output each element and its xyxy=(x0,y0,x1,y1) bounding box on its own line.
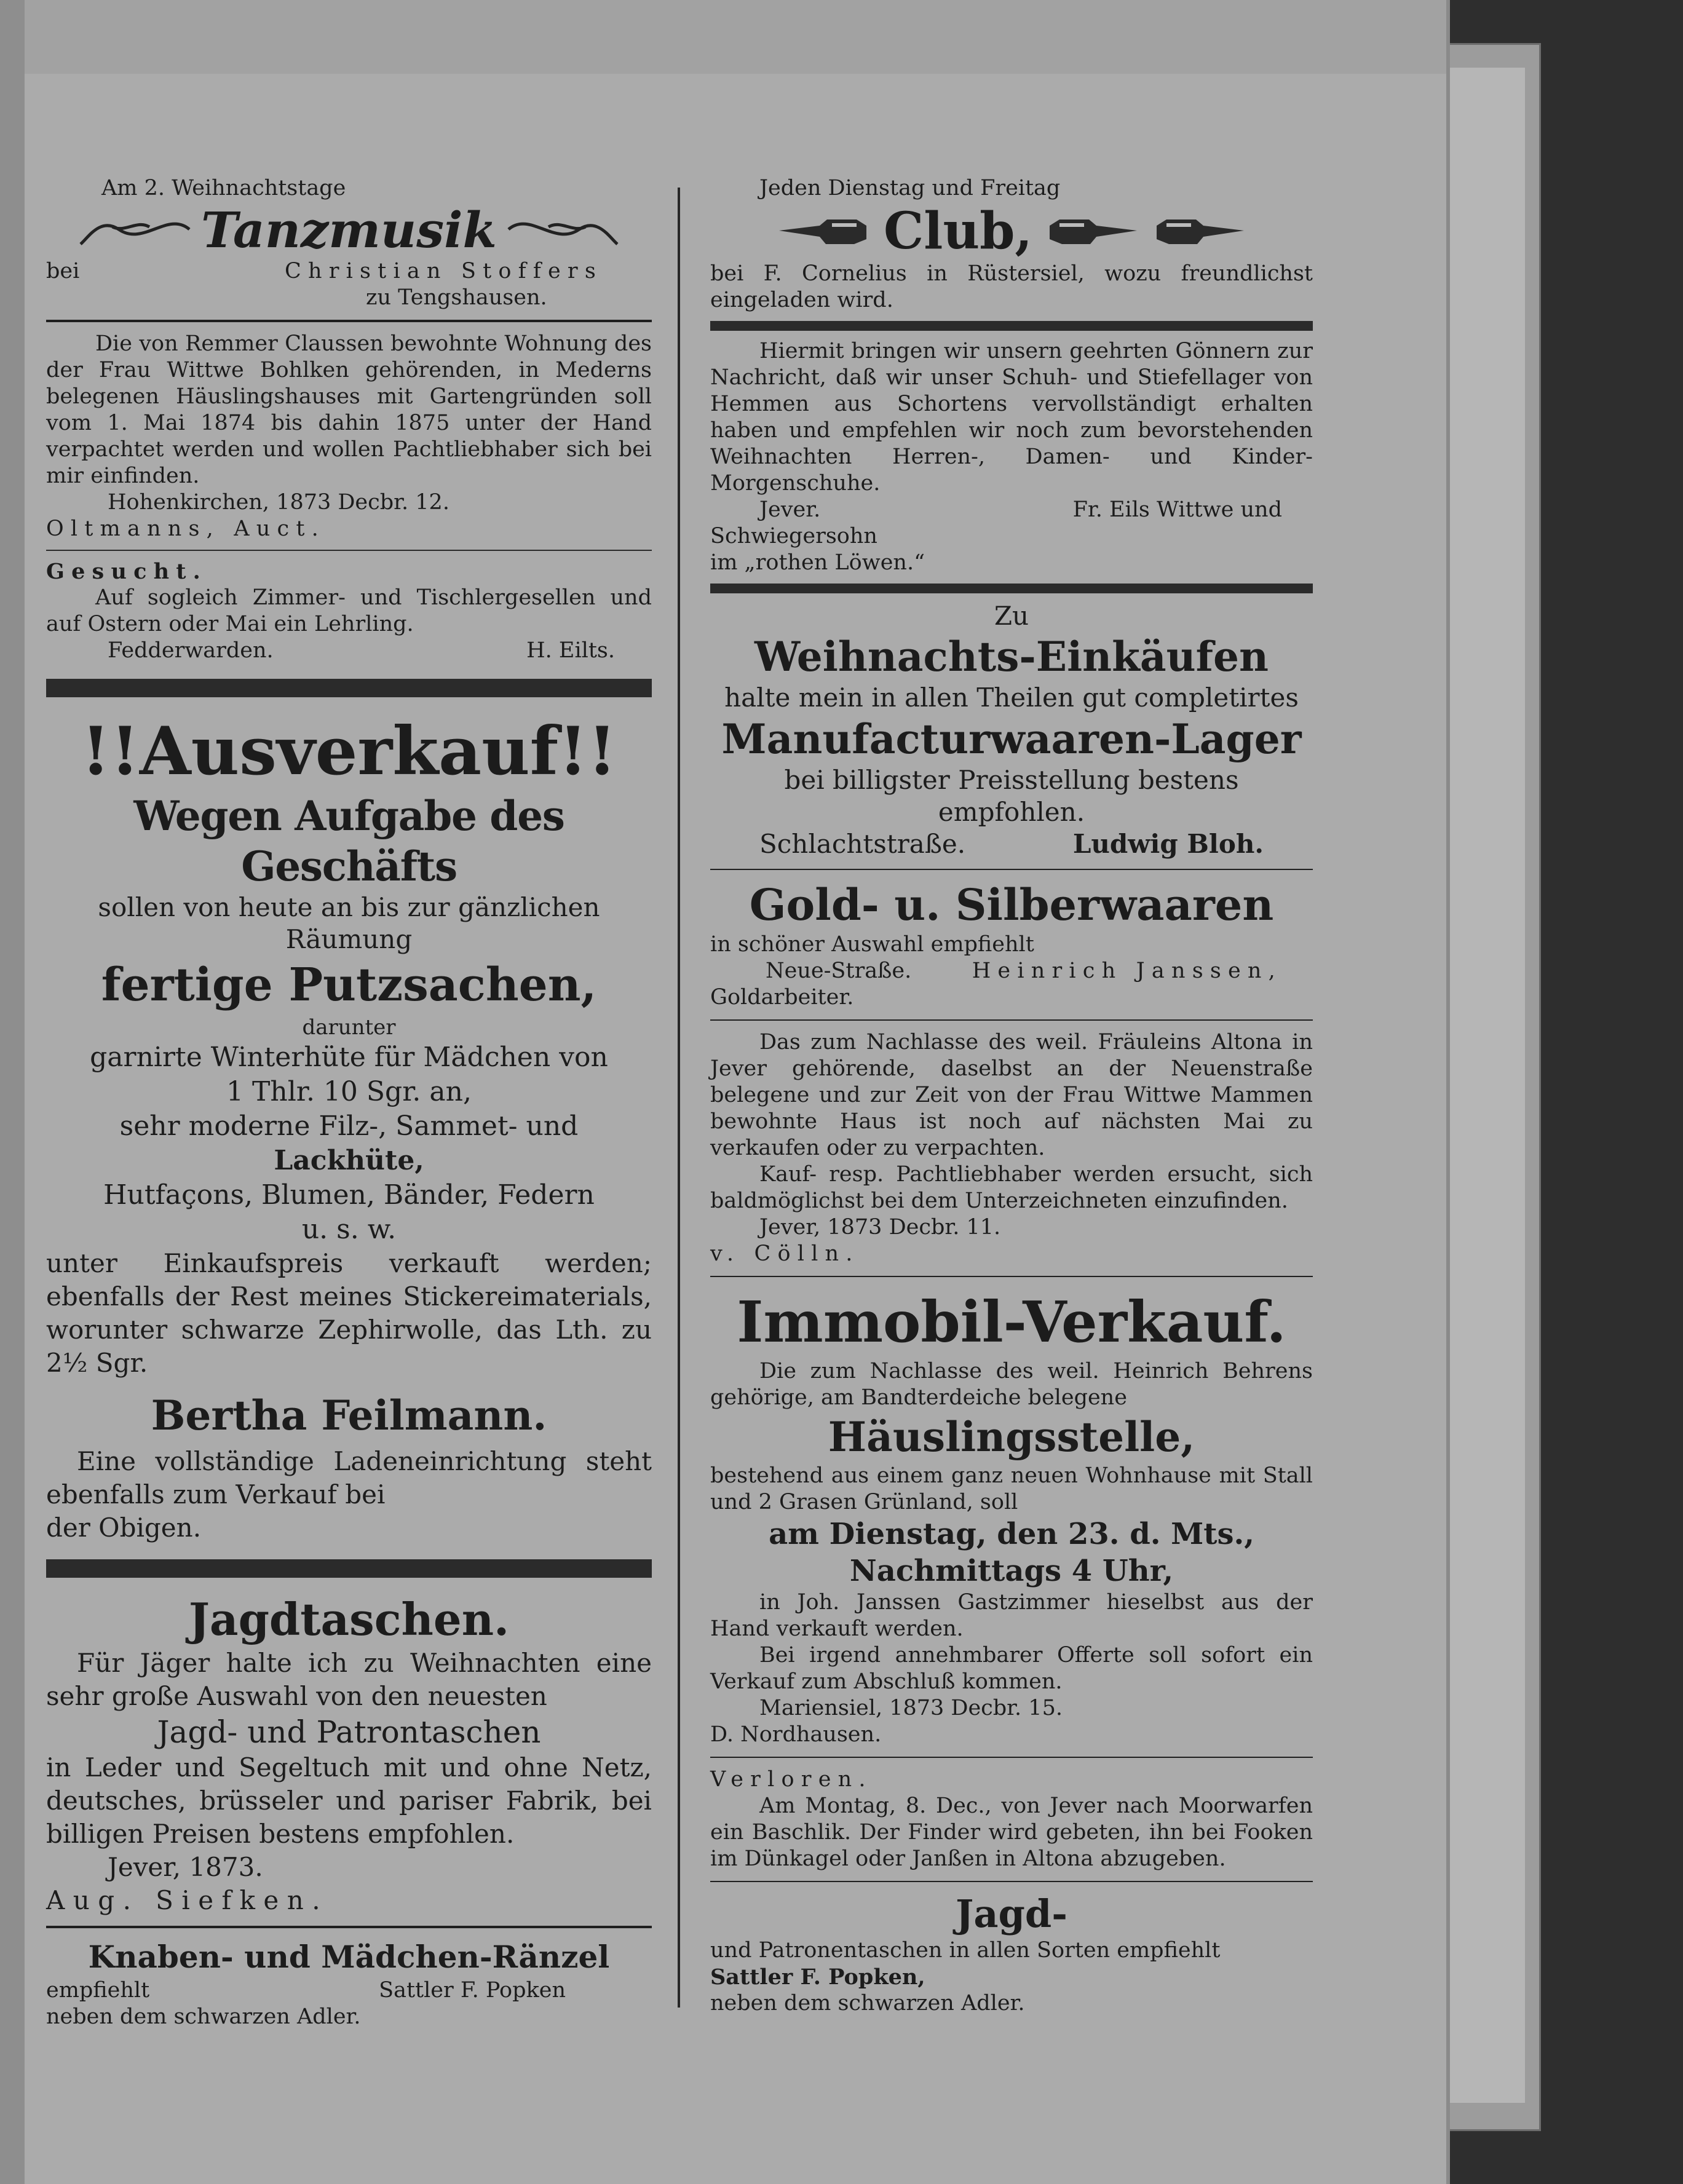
ausverkauf-l5: 1 Thlr. 10 Sgr. an, xyxy=(226,1076,472,1107)
heavy-rule xyxy=(710,584,1313,593)
tanz-date: Am 2. Weihnachtstage xyxy=(101,176,346,200)
immo-l2: bestehend aus einem ganz neuen Wohnhause mit Stall und 2 Grasen Grünland, soll xyxy=(710,1463,1313,1514)
ad-ranzel xyxy=(46,1937,652,2030)
jagd-l1: Für Jäger halte ich zu Weihnachten eine sehr große Auswahl von den neuesten xyxy=(46,1648,652,1711)
gesucht-sign-row xyxy=(46,638,652,664)
ausverkauf-name: Bertha Feilmann. xyxy=(151,1391,547,1439)
tanz-title: Tanzmusik xyxy=(201,201,497,259)
ad-verloren xyxy=(710,1767,1313,1872)
jagd2-title: Jagd- xyxy=(956,1891,1067,1936)
ad-schuhlager xyxy=(710,338,1313,576)
schuh-text: Hiermit bringen wir unsern geehrten Gönnern zur Nachricht, daß wir unser Schuh- und Stiefellager von Hemmen aus Schortens vervollständigt erhalten haben und empfehlen wir noch zum bevorstehenden Weihnachten Herren-, Damen- und Kinder-Morgenschuhe. xyxy=(710,339,1313,496)
ad-claussen xyxy=(46,331,652,542)
schuh-sign3: im „rothen Löwen.“ xyxy=(710,550,925,575)
weih-street: Schlachtstraße. xyxy=(759,829,966,859)
ausverkauf-text: unter Einkaufspreis verkauft werden; ebenfalls der Rest meines Stickereimaterials, worunter schwarze Zephirwolle, das Lth. zu 2½ Sgr. xyxy=(46,1248,652,1378)
verl-text: Am Montag, 8. Dec., von Jever nach Moorwarfen ein Baschlik. Der Finder wird gebeten, ihn bei Fooken im Dünkagel oder Janßen in Altona abzugeben. xyxy=(710,1794,1313,1871)
left-column xyxy=(46,175,652,2030)
weih-sign-row xyxy=(710,828,1313,860)
verl-title: Verloren. xyxy=(710,1767,873,1792)
tanz-host-row xyxy=(46,258,652,285)
rule xyxy=(46,320,652,322)
weih-zu: Zu xyxy=(994,601,1029,631)
ausverkauf-l9: u. s. w. xyxy=(301,1214,397,1245)
immo-sign: D. Nordhausen. xyxy=(710,1722,882,1747)
ad-jagd2 xyxy=(710,1891,1313,2017)
schuh-sign2: Schwiegersohn xyxy=(710,524,877,548)
ad-immobil xyxy=(710,1286,1313,1748)
rule xyxy=(710,869,1313,870)
ausverkauf-l8: Hutfaçons, Blumen, Bänder, Federn xyxy=(103,1179,595,1211)
ad-club xyxy=(710,175,1313,314)
ausverkauf-title: !!Ausverkauf!! xyxy=(81,713,617,790)
immo-l6: Bei irgend annehmbarer Offerte soll sofort ein Verkauf zum Abschluß kommen. xyxy=(710,1643,1313,1694)
immo-date: Mariensiel, 1873 Decbr. 15. xyxy=(759,1696,1063,1720)
immo-l1: Die zum Nachlasse des weil. Heinrich Behrens gehörige, am Bandterdeiche belegene xyxy=(710,1359,1313,1410)
gold-street: Neue-Straße. xyxy=(766,959,912,983)
gold-l1: in schöner Auswahl empfiehlt xyxy=(710,932,1034,957)
rule xyxy=(46,550,652,551)
gold-job: Goldarbeiter. xyxy=(710,985,854,1010)
ad-tanzmusik xyxy=(46,175,652,311)
club-heading xyxy=(710,202,1313,261)
ausverkauf-text2: Eine vollständige Ladeneinrichtung steht ebenfalls zum Verkauf bei xyxy=(46,1446,652,1509)
immo-title: Immobil-Verkauf. xyxy=(737,1289,1286,1355)
ausverkauf-sub: Wegen Aufgabe des Geschäfts xyxy=(133,792,564,890)
ausverkauf-l6: sehr moderne Filz-, Sammet- und xyxy=(119,1110,579,1142)
rule xyxy=(46,1926,652,1928)
weih-l2: bei billigster Preisstellung bestens empfohlen. xyxy=(784,765,1239,827)
left-flourish-icon xyxy=(76,208,192,251)
rule xyxy=(710,1019,1313,1021)
ad-weihnacht xyxy=(710,601,1313,860)
ad-gesucht xyxy=(46,558,652,664)
jagd2-l1: und Patronentaschen in allen Sorten empfiehlt xyxy=(710,1938,1221,1963)
pointing-hand-right-icon xyxy=(1047,215,1139,248)
tanz-name: Christian Stoffers xyxy=(284,259,603,283)
knaben-name: Sattler F. Popken xyxy=(379,1978,566,2003)
heavy-rule xyxy=(710,321,1313,331)
club-title: Club, xyxy=(884,202,1032,261)
weih-l1: halte mein in allen Theilen gut completirtes xyxy=(724,682,1299,713)
weih-big: Manufacturwaaren-Lager xyxy=(721,715,1302,763)
pointing-hand-right-icon xyxy=(1154,215,1246,248)
weih-title: Weihnachts-Einkäufen xyxy=(754,633,1269,681)
gold-title: Gold- u. Silberwaaren xyxy=(749,879,1274,930)
claussen-sign: Oltmanns, Auct. xyxy=(46,516,325,541)
heavy-rule xyxy=(46,1559,652,1578)
right-column xyxy=(710,175,1313,2017)
ausverkauf-sign: der Obigen. xyxy=(46,1513,202,1543)
page-gutter xyxy=(0,0,25,2184)
ausverkauf-l2: Räumung xyxy=(285,924,413,954)
tanz-place: zu Tengshausen. xyxy=(366,285,547,310)
altona-text: Das zum Nachlasse des weil. Fräuleins Altona in Jever gehörende, daselbst an der Neuenstraße belegene und zur Zeit von der Frau Wittwe Mammen bewohnte Haus ist noch auf nächsten Mai zu verkaufen oder zu verpachten. xyxy=(710,1030,1313,1160)
altona-sign: v. Cölln. xyxy=(710,1241,860,1266)
tanz-heading xyxy=(46,202,652,258)
gold-sign-row xyxy=(710,958,1313,984)
pointing-hand-left-icon xyxy=(777,215,869,248)
ad-altona xyxy=(710,1029,1313,1267)
knaben-title: Knaben- und Mädchen-Ränzel xyxy=(88,1939,610,1975)
club-text: bei F. Cornelius in Rüstersiel, wozu freundlichst eingeladen wird. xyxy=(710,261,1313,312)
ad-jagdtaschen xyxy=(46,1593,652,1917)
schuh-sign-row xyxy=(710,497,1313,523)
gesucht-title: Gesucht. xyxy=(46,559,208,584)
jagd-sign: Aug. Siefken. xyxy=(46,1885,328,1915)
ausverkauf-l7: Lackhüte, xyxy=(274,1145,424,1176)
gold-name: Heinrich Janssen, xyxy=(972,959,1282,983)
altona-text2: Kauf- resp. Pachtliebhaber werden ersucht, sich baldmöglichst bei dem Unterzeichneten einzufinden. xyxy=(710,1162,1313,1213)
ausverkauf-l4: garnirte Winterhüte für Mädchen von xyxy=(90,1042,608,1073)
schuh-place: Jever. xyxy=(759,497,821,522)
rule xyxy=(710,1881,1313,1882)
claussen-text: Die von Remmer Claussen bewohnte Wohnung des der Frau Wittwe Bohlken gehörenden, in Mederns belegenen Häuslingshauses mit Gartengründen soll vom 1. Mai 1874 bis dahin 1875 unter der Hand verpachtet werden und wollen Pachtliebhaber sich bei mir einfinden. xyxy=(46,331,652,488)
immo-l3: am Dienstag, den 23. d. Mts., xyxy=(769,1517,1254,1551)
immo-big: Häuslingsstelle, xyxy=(828,1413,1195,1461)
immo-l4: Nachmittags 4 Uhr, xyxy=(849,1554,1174,1588)
weih-sign: Ludwig Bloh. xyxy=(1072,829,1264,859)
right-flourish-icon xyxy=(505,208,622,251)
jagd-date: Jever, 1873. xyxy=(108,1852,263,1882)
ad-gold xyxy=(710,879,1313,1011)
gesucht-place: Fedderwarden. xyxy=(108,638,274,663)
rule xyxy=(710,1757,1313,1758)
altona-date: Jever, 1873 Decbr. 11. xyxy=(759,1215,1001,1240)
schuh-sign1: Fr. Eils Wittwe und xyxy=(1072,497,1282,522)
ausverkauf-big: fertige Putzsachen, xyxy=(101,959,597,1011)
knaben-addr: neben dem schwarzen Adler. xyxy=(46,2004,361,2029)
knaben-l1: empfiehlt xyxy=(46,1978,150,2003)
club-pre: Jeden Dienstag und Freitag xyxy=(759,176,1061,200)
jagd-text: in Leder und Segeltuch mit und ohne Netz, deutsches, brüsseler und pariser Fabrik, bei billigen Preisen bestens empfohlen. xyxy=(46,1752,652,1849)
ausverkauf-l1: sollen von heute an bis zur gänzlichen xyxy=(98,892,600,922)
knaben-row xyxy=(46,1977,652,2004)
immo-l5: in Joh. Janssen Gastzimmer hieselbst aus der Hand verkauft werden. xyxy=(710,1590,1313,1641)
ausverkauf-l3: darunter xyxy=(302,1015,396,1040)
heavy-rule xyxy=(46,679,652,697)
rule xyxy=(710,1276,1313,1277)
jagd-l2: Jagd- und Patrontaschen xyxy=(157,1714,541,1750)
jagd-title: Jagdtaschen. xyxy=(188,1593,510,1645)
jagd2-addr: neben dem schwarzen Adler. xyxy=(710,1991,1025,2016)
gesucht-sign: H. Eilts. xyxy=(526,638,615,663)
jagd2-name: Sattler F. Popken, xyxy=(710,1964,925,1990)
gesucht-text: Auf sogleich Zimmer- und Tischlergesellen und auf Ostern oder Mai ein Lehrling. xyxy=(46,585,652,636)
tanz-bei: bei xyxy=(46,259,80,283)
column-divider xyxy=(678,188,680,2008)
ad-ausverkauf xyxy=(46,712,652,1545)
claussen-date: Hohenkirchen, 1873 Decbr. 12. xyxy=(108,490,449,515)
page-top-shade xyxy=(0,0,1446,74)
